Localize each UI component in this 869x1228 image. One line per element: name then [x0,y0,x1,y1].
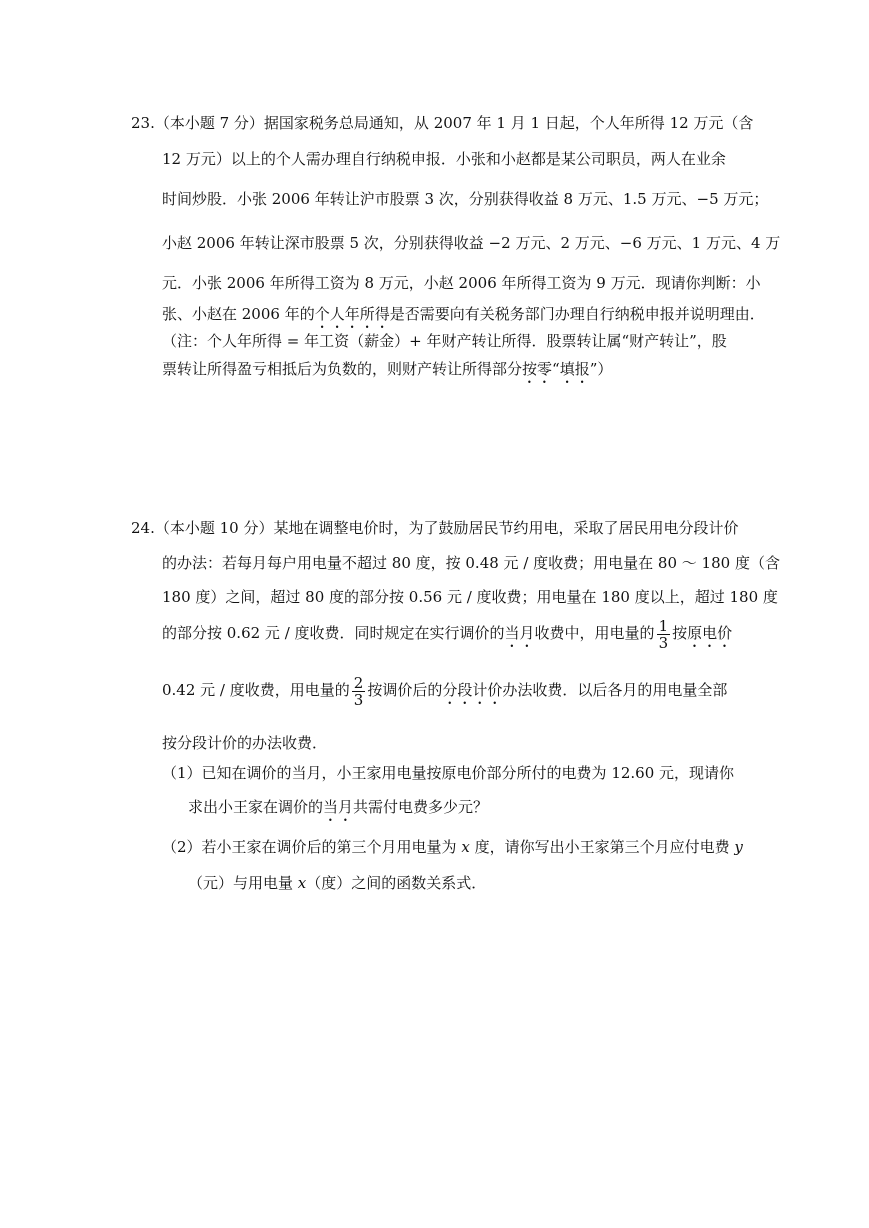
q24-line-4-c: 收费中，用电量的 [534,624,655,642]
q23-note-line-2 [162,358,612,387]
q23-emphasis-personal-income: 个人年所得 [314,305,390,323]
q24-sub2-text-b: 度，请你写出小王家第三个月应付电费 [469,838,735,856]
fraction-numerator: 1 [658,616,669,635]
q24-line-4-d: 按 [672,624,688,642]
q24-line-4 [162,616,732,651]
q23-quote-open: “ [552,360,560,378]
q24-line-6: 按分段计价的办法收费． [162,734,328,752]
q24-sub1-line-1: （1）已知在调价的当月，小王家用电量按原电价部分所付的电费为 12.60 元，现请你 [162,764,735,782]
q23-line-5: 元．小张 2006 年所得工资为 8 万元，小赵 2006 年所得工资为 9 万元．现请你判断：小 [162,274,761,292]
q24-emphasis-tiered: 分段计价 [442,681,503,699]
variable-x: x [461,838,470,856]
q23-emphasis-fill: 填报 [559,360,590,378]
q24-line-5-d: 办法收费．以后各月的用电量全部 [502,681,728,699]
q24-sub1-emphasis-month: 当月 [323,798,354,816]
q23-line-3: 时间炒股．小张 2006 年转让沪市股票 3 次，分别获得收益 8 万元、1.5 万元、−5 万元； [162,190,769,208]
q24-line-3: 180 度）之间，超过 80 度的部分按 0.56 元 / 度收费；用电量在 180 度以上，超过 180 度 [162,588,778,606]
q23-line-6 [162,303,765,332]
q23-note-text: 票转让所得盈亏相抵后为负数的，则财产转让所得部分 [162,360,523,378]
q24-line-1: 24.（本小题 10 分）某地在调整电价时，为了鼓励居民节约用电，采取了居民用电分段计价 [131,519,739,537]
q23-line-6-c: 是否需要向有关税务部门办理自行纳税申报并说明理由． [389,305,765,323]
q23-line-2: 12 万元）以上的个人需办理自行纳税申报．小张和小赵都是某公司职员，两人在业余 [162,150,726,168]
q23-line-1: 23.（本小题 7 分）据国家税务总局通知，从 2007 年 1 月 1 日起，个人年所得 12 万元（含 [131,114,754,132]
q24-sub1-text-a: 求出小王家在调价的 [188,798,324,816]
q24-sub2-line-2 [188,872,486,893]
q24-line-4-a: 的部分按 0.62 元 / 度收费．同时规定在实行调价的 [162,624,505,642]
q24-line-5 [162,673,727,708]
variable-x: x [297,874,307,892]
fraction-denominator: 3 [658,633,669,652]
fraction-numerator: 2 [353,673,364,692]
fraction-one-third [657,618,671,651]
q23-line-4: 小赵 2006 年转让深市股票 5 次，分别获得收益 −2 万元、2 万元、−6 万元、1 万元、4 万 [162,234,781,252]
q24-line-5-b: 按调价后的 [367,681,443,699]
q24-line-5-a: 0.42 元 / 度收费，用电量的 [162,681,350,699]
q24-line-2: 的办法：若每月每户用电量不超过 80 度，按 0.48 元 / 度收费；用电量在 80 ～ 180 度（含 [162,554,780,572]
q23-emphasis-zero: 按零 [522,360,553,378]
q24-emphasis-original-price: 原电价 [687,624,733,642]
q24-sub1-text-c: 共需付电费多少元？ [353,798,489,816]
q24-sub2-text-c: （元）与用电量 [188,874,298,892]
q23-quote-close: ”） [589,360,613,378]
variable-y: y [734,838,743,856]
q24-sub2-text-a: （2）若小王家在调价后的第三个月用电量为 [162,838,462,856]
q23-note-line-1: （注：个人年所得 = 年工资（薪金）+ 年财产转让所得．股票转让属“财产转让”，股 [162,332,727,350]
fraction-denominator: 3 [353,690,364,709]
q24-emphasis-month: 当月 [504,624,535,642]
q24-sub2-line-1 [162,836,743,857]
fraction-two-thirds [352,675,366,708]
q23-line-6-a: 张、小赵在 2006 年的 [162,305,315,323]
q24-sub2-text-d: （度）之间的函数关系式． [306,874,487,892]
q24-sub1-line-2 [188,796,488,825]
